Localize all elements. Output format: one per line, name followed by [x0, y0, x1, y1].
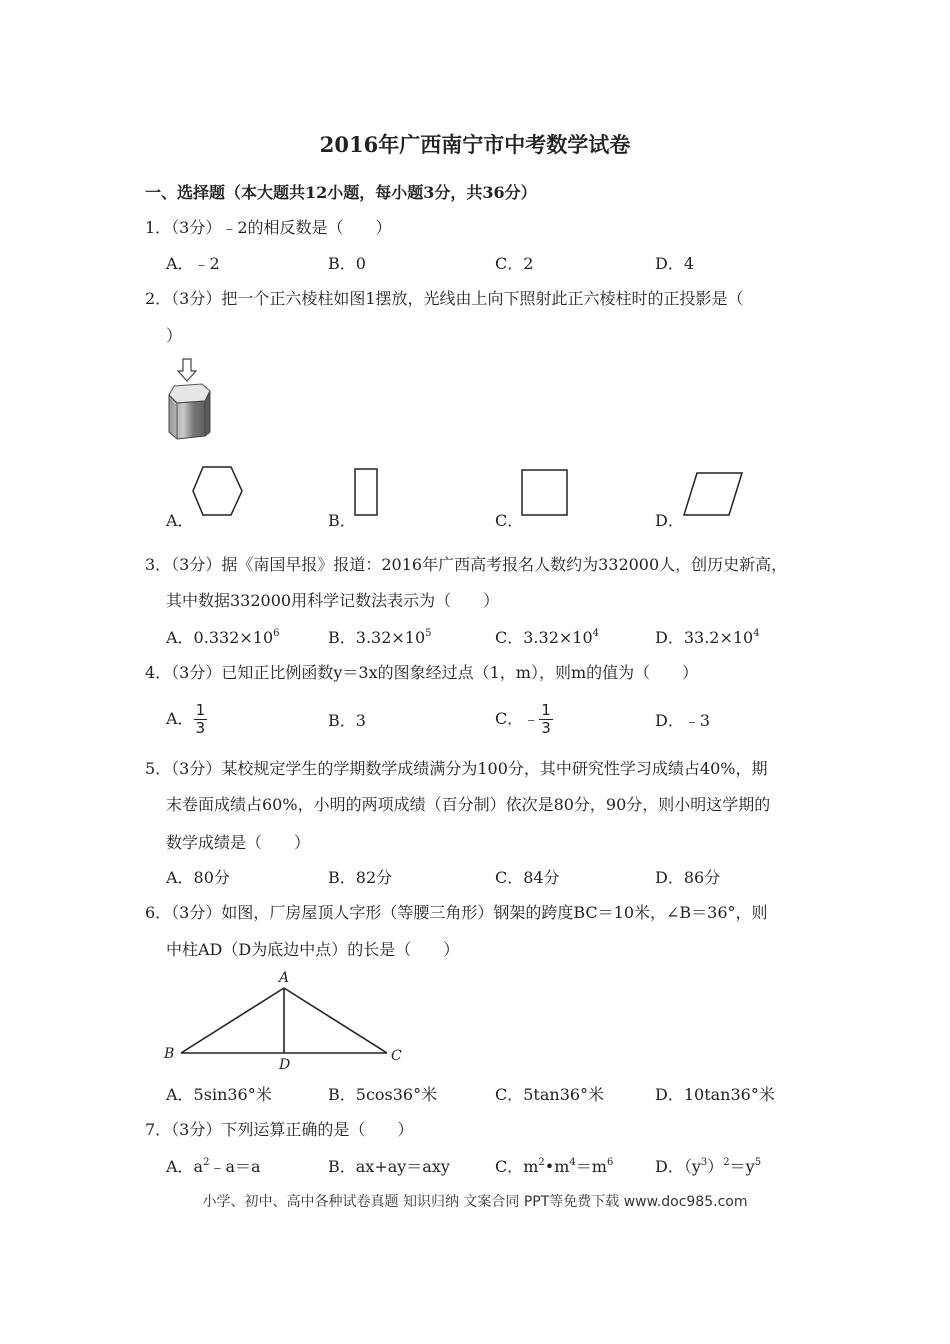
q5-option-d: D．86分	[655, 868, 721, 887]
question-5-line-2: 末卷面成绩占60%，小明的两项成绩（百分制）依次是80分，90分，则小明这学期的	[166, 795, 771, 814]
q7-option-c: C．$m^2•m^4=m^6$	[495, 1157, 614, 1176]
q3-option-a: A．$0.332\times 10^6$	[166, 628, 280, 647]
q6-option-b: B．5cos36°米	[328, 1085, 438, 1104]
page-footer: 小学、初中、高中各种试卷真题 知识归纳 文案合同 PPT等免费下载 www.doc985.com	[202, 1194, 748, 1210]
question-5-line-3: 数学成绩是（ ）	[166, 833, 311, 852]
q7-option-b: B．ax+ay＝axy	[328, 1157, 450, 1176]
question-6-line-2: 中柱AD（D为底边中点）的长是（ ）	[166, 940, 460, 959]
triangle-figure	[160, 965, 410, 1075]
vertex-d-label: D	[279, 1057, 291, 1073]
q7-option-d: D．$(y^3)^2=y^5$	[655, 1157, 762, 1176]
vertex-c-label: C	[391, 1048, 402, 1064]
q5-option-b: B．82分	[328, 868, 393, 887]
q3-option-d: D．$33.2\times 10^4$	[655, 628, 760, 647]
q2-option-d-parallelogram	[682, 471, 744, 517]
question-2-stem-cont: ）	[166, 326, 183, 345]
question-2-stem: 2．（3分）把一个正六棱柱如图1摆放，光线由上向下照射此正六棱柱时的正投影是（	[145, 289, 744, 308]
section-heading: 一、选择题（本大题共12小题，每小题3分，共36分）	[145, 183, 537, 202]
question-3-stem: 3．（3分）据《南国早报》报道：2016年广西高考报名人数约为332000人，创历史新高，	[145, 555, 788, 574]
vertex-a-label: A	[279, 970, 290, 986]
question-6-line-1: 6．（3分）如图，厂房屋顶人字形（等腰三角形）钢架的跨度BC＝10米，∠B＝36°，则	[145, 903, 768, 922]
fraction: $\frac{1}{3}$	[541, 701, 551, 737]
page-title: 2016年广西南宁市中考数学试卷	[319, 132, 631, 157]
hexagonal-prism-figure	[160, 355, 230, 445]
question-4-stem: 4．（3分）已知正比例函数y＝3x的图象经过点（1，m），则m的值为（ ）	[145, 663, 699, 682]
question-5-line-1: 5．（3分）某校规定学生的学期数学成绩满分为100分，其中研究性学习成绩占40%，期	[145, 759, 768, 778]
q5-option-c: C．84分	[495, 868, 560, 887]
q1-option-b: B．0	[328, 254, 366, 273]
question-1-stem: 1．（3分）﹣2的相反数是（ ）	[145, 218, 392, 237]
q4-option-d: D．﹣3	[655, 711, 711, 730]
q2-option-c-square	[520, 468, 570, 518]
down-arrow-icon	[178, 359, 196, 381]
q1-option-c: C．2	[495, 254, 534, 273]
q3-option-b: B．$3.32\times 10^5$	[328, 628, 432, 647]
q4-option-c: C．﹣ $\frac{1}{3}$	[495, 701, 551, 737]
q2-label-d: D．	[655, 511, 684, 530]
q2-label-c: C．	[495, 511, 524, 530]
q1-option-a: A．﹣2	[166, 254, 220, 273]
q6-option-d: D．10tan36°米	[655, 1085, 775, 1104]
q4-option-b: B．3	[328, 711, 366, 730]
vertex-b-label: B	[164, 1046, 175, 1062]
question-3-stem-cont: 其中数据332000用科学记数法表示为（ ）	[166, 591, 500, 610]
q4-option-a: A． $\frac{1}{3}$	[166, 701, 206, 737]
q5-option-a: A．80分	[166, 868, 230, 887]
q2-option-b-rectangle	[353, 467, 379, 517]
fraction: $\frac{1}{3}$	[195, 701, 206, 737]
q6-option-a: A．5sin36°米	[166, 1085, 272, 1104]
question-7-stem: 7．（3分）下列运算正确的是（ ）	[145, 1120, 414, 1139]
q6-option-c: C．5tan36°米	[495, 1085, 605, 1104]
q3-option-c: C．$3.32\times 10^4$	[495, 628, 600, 647]
q7-option-a: A．$a^2﹣a=a$	[166, 1157, 261, 1176]
q2-label-a: A．	[166, 511, 194, 530]
q1-option-d: D．4	[655, 254, 695, 273]
q2-label-b: B．	[328, 511, 356, 530]
q2-option-a-hexagon	[190, 464, 244, 518]
